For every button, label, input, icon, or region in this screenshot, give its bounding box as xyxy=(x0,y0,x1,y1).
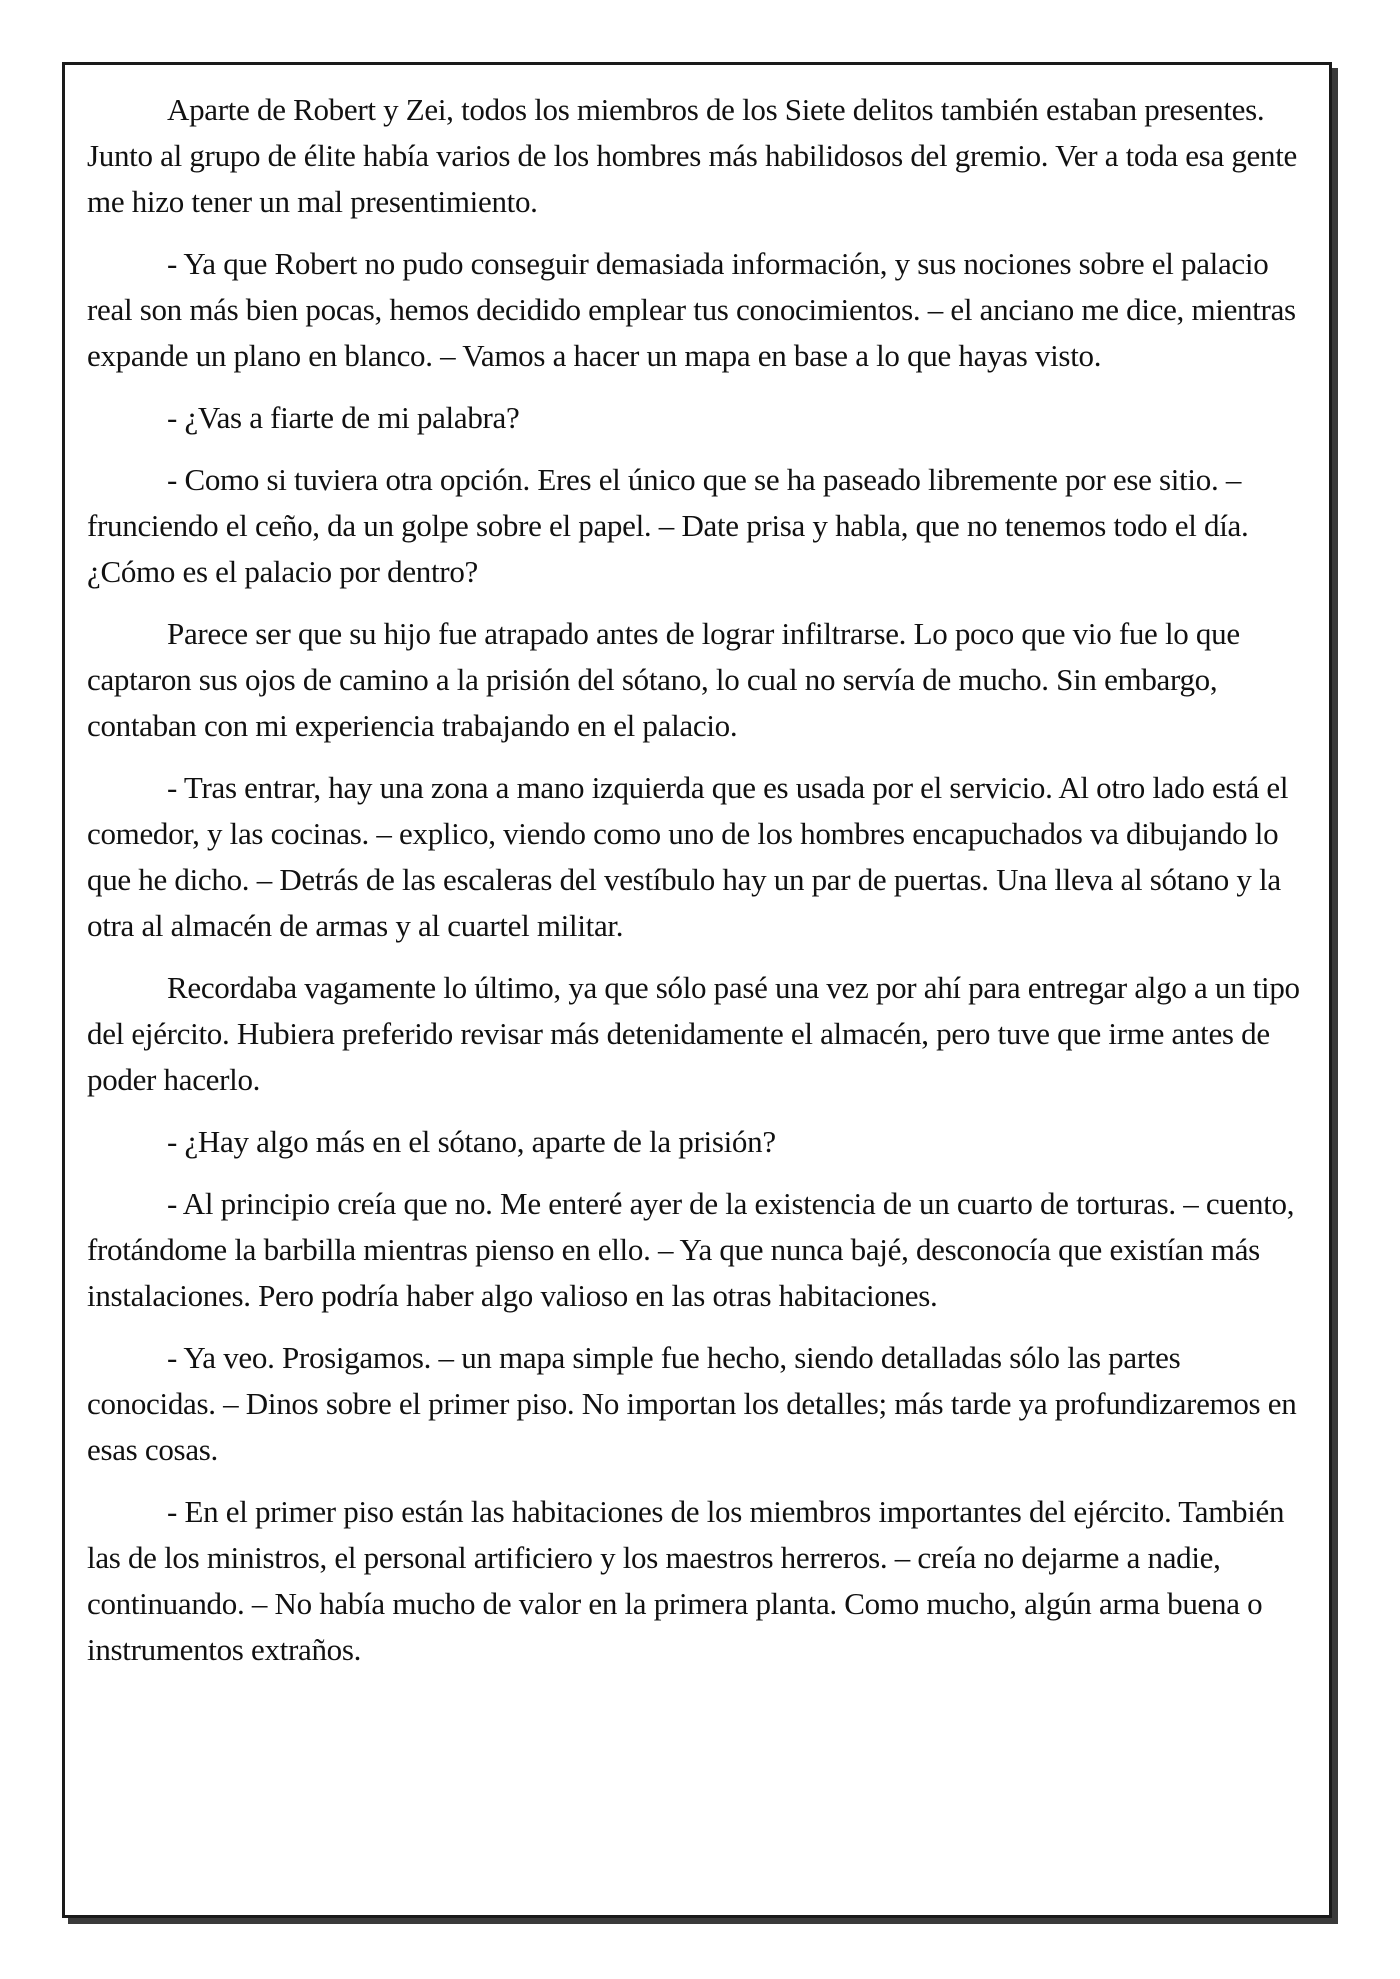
paragraph-5: Parece ser que su hijo fue atrapado antes de lograr infiltrarse. Lo poco que vio fue lo que captaron sus ojos de camino a la prisión del sótano, lo cual no servía de mucho. Sin embargo, contaban con mi experiencia trabajando en el palacio. xyxy=(87,616,1240,743)
paragraph-6: - Tras entrar, hay una zona a mano izquierda que es usada por el servicio. Al otro lado está el comedor, y las cocinas. – explico, viendo como uno de los hombres encapuchados va dibujando lo que he dicho. – Detrás de las escaleras del vestíbulo hay un par de puertas. Una lleva al sótano y la otra al almacén de armas y al cuartel militar. xyxy=(87,770,1289,943)
paragraph-3: - ¿Vas a fiarte de mi palabra? xyxy=(167,400,520,435)
paragraph-7: Recordaba vagamente lo último, ya que sólo pasé una vez por ahí para entregar algo a un tipo del ejército. Hubiera preferido revisar más detenidamente el almacén, pero tuve que irme antes de poder hacerlo. xyxy=(87,970,1300,1097)
paragraph-1: Aparte de Robert y Zei, todos los miembros de los Siete delitos también estaban presentes. Junto al grupo de élite había varios de los hombres más habilidosos del gremio. Ver a toda esa gente me hizo tener un mal presentimiento. xyxy=(87,92,1297,219)
paragraph-9: - Al principio creía que no. Me enteré ayer de la existencia de un cuarto de torturas. – cuento, frotándome la barbilla mientras pienso en ello. – Ya que nunca bajé, desconocía que existían más instalaciones. Pero podría haber algo valioso en las otras habitaciones. xyxy=(87,1186,1295,1313)
paragraph-11: - En el primer piso están las habitaciones de los miembros importantes del ejército. También las de los ministros, el personal artificiero y los maestros herreros. – creía no dejarme a nadie, continuando. – No había mucho de valor en la primera planta. Como mucho, algún arma buena o instrumentos extraños. xyxy=(87,1494,1285,1667)
text-body xyxy=(87,87,1307,1689)
page-frame xyxy=(62,62,1332,1918)
paragraph-8: - ¿Hay algo más en el sótano, aparte de la prisión? xyxy=(167,1124,776,1159)
paragraph-10: - Ya veo. Prosigamos. – un mapa simple fue hecho, siendo detalladas sólo las partes conocidas. – Dinos sobre el primer piso. No importan los detalles; más tarde ya profundizaremos en esas cosas. xyxy=(87,1340,1297,1467)
paragraph-2: - Ya que Robert no pudo conseguir demasiada información, y sus nociones sobre el palacio real son más bien pocas, hemos decidido emplear tus conocimientos. – el anciano me dice, mientras expande un plano en blanco. – Vamos a hacer un mapa en base a lo que hayas visto. xyxy=(87,246,1296,373)
paragraph-4: - Como si tuviera otra opción. Eres el único que se ha paseado libremente por ese sitio. – frunciendo el ceño, da un golpe sobre el papel. – Date prisa y habla, que no tenemos todo el día. ¿Cómo es el palacio por dentro? xyxy=(87,462,1249,589)
